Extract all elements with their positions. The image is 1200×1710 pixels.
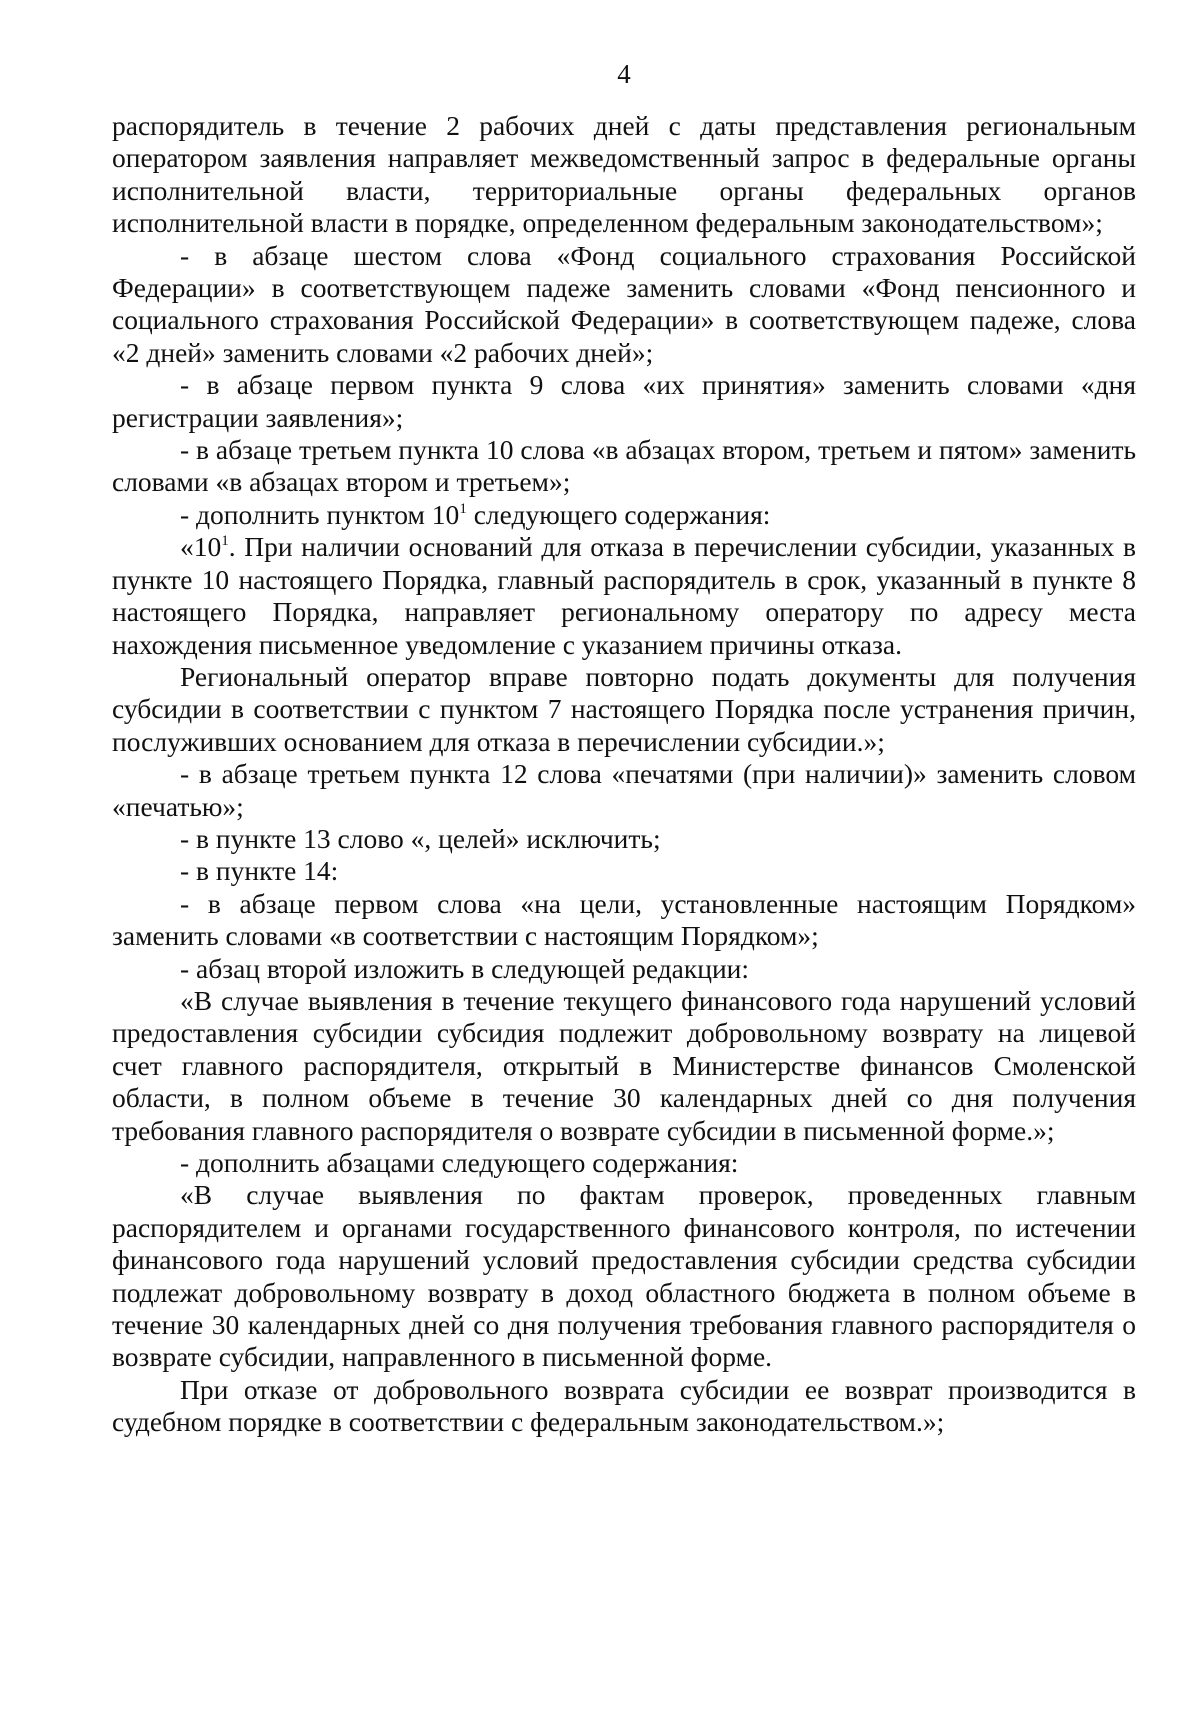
- paragraph-11: - в абзаце первом слова «на цели, установленные настоящим Порядком» заменить словами «в соответствии с настоящим Порядком»;: [112, 887, 1136, 952]
- paragraph-8: - в абзаце третьем пункта 12 слова «печатями (при наличии)» заменить словом «печатью»;: [112, 758, 1136, 822]
- paragraph-15: «В случае выявления по фактам проверок, проведенных главным распорядителем и органами государственного финансового контроля, по истечении финансового года нарушений условий предоставления субсидии средства субсидии подлежат добровольному возврату в доход областного бюджета в полном объеме в течение 30 календарных дней со дня получения требования главного распорядителя о возврате субсидии, направленного в письменной форме.: [112, 1179, 1136, 1373]
- superscript: 1: [221, 533, 229, 550]
- paragraph-1: распорядитель в течение 2 рабочих дней с даты представления региональным оператором заявления направляет межведомственный запрос в федеральные органы исполнительной власти, территориальные органы федеральных органов исполнительной власти в порядке, определенном федеральным законодательством»;: [112, 110, 1136, 239]
- paragraph-6: «$10^1$. При наличии оснований для отказа в перечислении субсидии, указанных в пункте 10 настоящего Порядка, главный распорядитель в срок, указанный в пункте 8 настоящего Порядка, направляет региональному оператору по адресу места нахождения письменное уведомление с указанием причины отказа.: [112, 531, 1136, 660]
- paragraph-4: - в абзаце третьем пункта 10 слова «в абзацах втором, третьем и пятом» заменить словами «в абзацах втором и третьем»;: [112, 434, 1136, 498]
- page-number: 4: [617, 59, 631, 89]
- paragraph-10: - в пункте 14:: [180, 855, 339, 887]
- document-body: [112, 110, 1136, 1439]
- paragraph-14: - дополнить абзацами следующего содержания:: [180, 1147, 739, 1178]
- paragraph-2: - в абзаце шестом слова «Фонд социального страхования Российской Федерации» в соответствующем падеже заменить словами «Фонд пенсионного и социального страхования Российской Федерации» в соответствующем падеже, слова «2 дней» заменить словами «2 рабочих дней»;: [112, 239, 1136, 368]
- paragraph-13: «В случае выявления в течение текущего финансового года нарушений условий предоставления субсидии субсидия подлежит добровольному возврату на лицевой счет главного распорядителя, открытый в Министерстве финансов Смоленской области, в полном объеме в течение 30 календарных дней со дня получения требования главного распорядителя о возврате субсидии в письменной форме.»;: [112, 984, 1136, 1146]
- paragraph-9: - в пункте 13 слово «, целей» исключить;: [180, 822, 661, 854]
- paragraph-16: При отказе от добровольного возврата субсидии ее возврат производится в судебном порядке в соответствии с федеральным законодательством.»;: [112, 1373, 1136, 1438]
- superscript: 1: [459, 500, 467, 517]
- paragraph-5: - дополнить пунктом $10^1$ следующего содержания:: [180, 498, 771, 530]
- paragraph-12: - абзац второй изложить в следующей редакции:: [180, 952, 750, 984]
- paragraph-3: - в абзаце первом пункта 9 слова «их принятия» заменить словами «дня регистрации заявления»;: [112, 369, 1136, 433]
- paragraph-7: Региональный оператор вправе повторно подать документы для получения субсидии в соответствии с пунктом 7 настоящего Порядка после устранения причин, послуживших основанием для отказа в перечислении субсидии.»;: [112, 660, 1136, 757]
